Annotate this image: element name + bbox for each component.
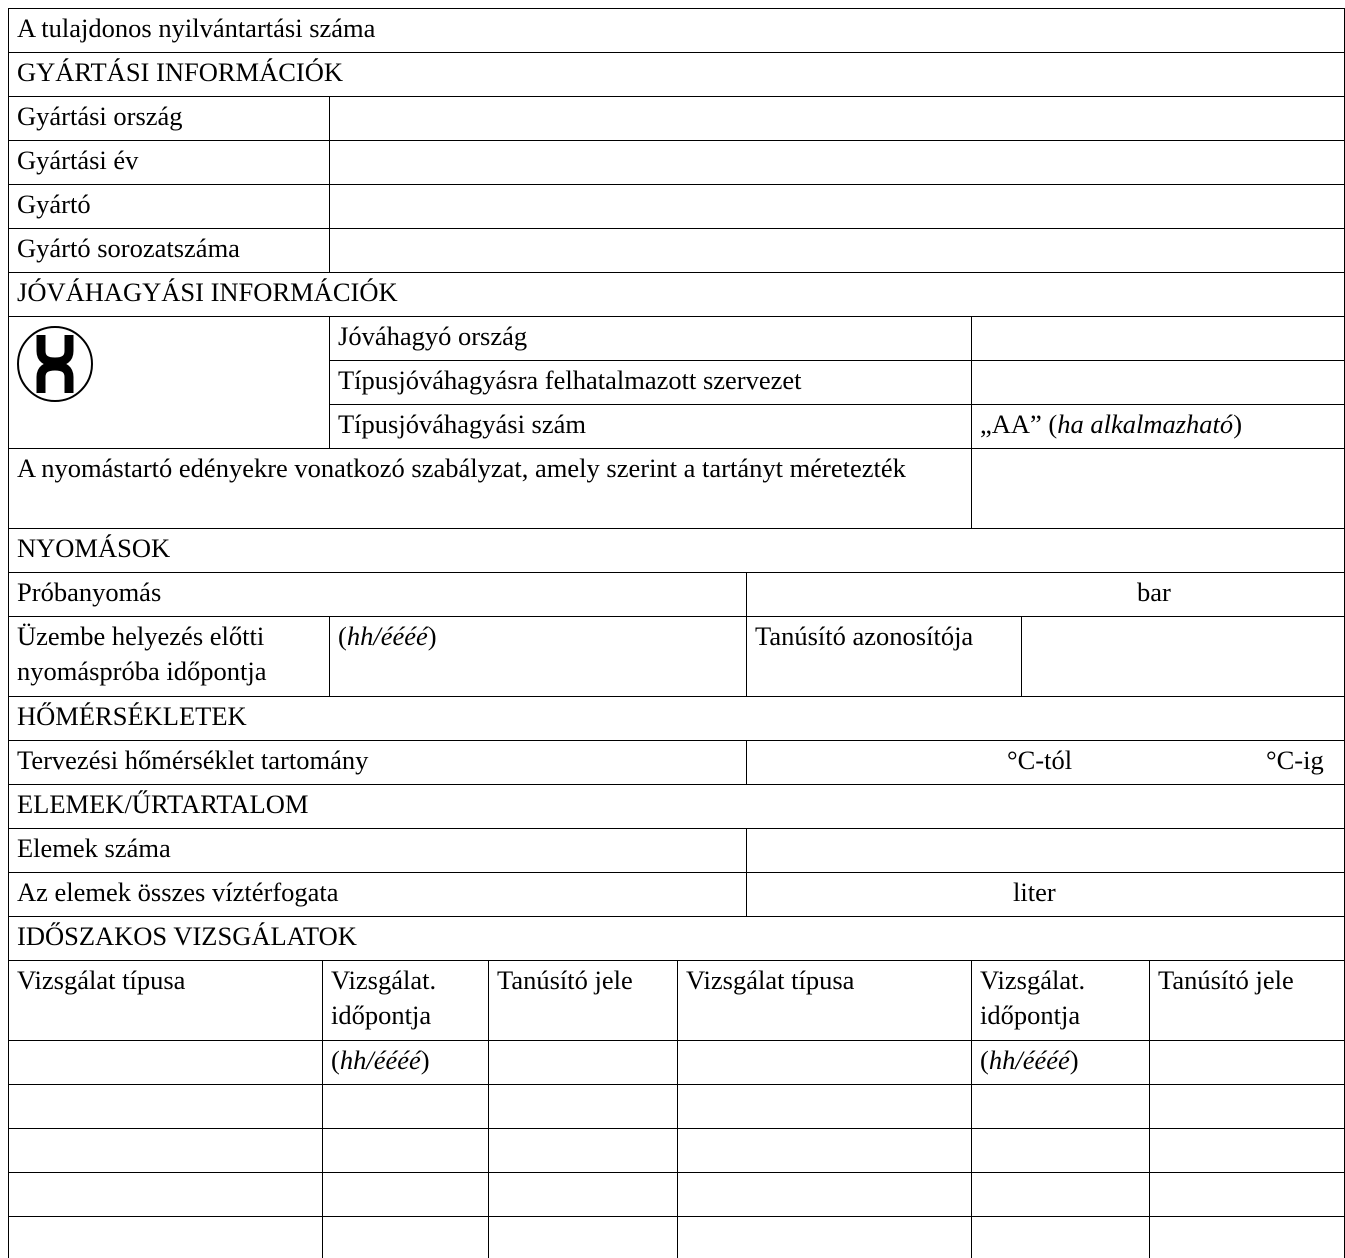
serial-number-field[interactable] bbox=[329, 228, 1345, 272]
table-cell[interactable] bbox=[322, 1084, 488, 1128]
table-cell[interactable] bbox=[488, 1216, 677, 1258]
table-cell[interactable] bbox=[677, 1040, 971, 1084]
table-cell[interactable] bbox=[1149, 1040, 1345, 1084]
manufacturer-field[interactable] bbox=[329, 184, 1345, 228]
table-cell[interactable] bbox=[8, 1040, 322, 1084]
approval-country-label: Jóváhagyó ország bbox=[329, 316, 971, 360]
col-inspector-stamp-2: Tanúsító jele bbox=[1149, 960, 1345, 1040]
manufacturing-section-header: GYÁRTÁSI INFORMÁCIÓK bbox=[8, 52, 1345, 96]
table-cell[interactable] bbox=[488, 1172, 677, 1216]
table-cell[interactable] bbox=[1149, 1216, 1345, 1258]
table-cell[interactable] bbox=[677, 1216, 971, 1258]
table-cell[interactable] bbox=[971, 1216, 1149, 1258]
table-cell[interactable] bbox=[971, 1084, 1149, 1128]
total-volume-label: Az elemek összes víztérfogata bbox=[8, 872, 746, 916]
table-cell[interactable] bbox=[8, 1216, 322, 1258]
pressures-section-header: NYOMÁSOK bbox=[8, 528, 1345, 572]
table-cell[interactable] bbox=[322, 1216, 488, 1258]
inspector-id-label: Tanúsító azonosítója bbox=[746, 616, 1021, 696]
table-cell[interactable] bbox=[488, 1128, 677, 1172]
temp-to-unit: °C-ig bbox=[1266, 745, 1324, 775]
approval-number-field[interactable]: „AA” (ha alkalmazható) bbox=[971, 404, 1345, 448]
manufacturer-label: Gyártó bbox=[8, 184, 329, 228]
temp-from-unit: °C-tól bbox=[1007, 745, 1073, 775]
approval-section-header: JÓVÁHAGYÁSI INFORMÁCIÓK bbox=[8, 272, 1345, 316]
table-cell[interactable] bbox=[488, 1084, 677, 1128]
registration-form bbox=[8, 8, 1345, 1258]
col-inspection-type-1: Vizsgálat típusa bbox=[8, 960, 322, 1040]
table-cell[interactable] bbox=[677, 1172, 971, 1216]
table-cell[interactable] bbox=[488, 1040, 677, 1084]
design-temperature-field[interactable] bbox=[746, 740, 1345, 784]
element-count-field[interactable] bbox=[746, 828, 1345, 872]
table-cell[interactable] bbox=[971, 1172, 1149, 1216]
manufacturing-year-label: Gyártási év bbox=[8, 140, 329, 184]
table-cell[interactable] bbox=[677, 1128, 971, 1172]
design-temperature-label: Tervezési hőmérséklet tartomány bbox=[8, 740, 746, 784]
approval-authority-field[interactable] bbox=[971, 360, 1345, 404]
manufacturing-country-label: Gyártási ország bbox=[8, 96, 329, 140]
approval-country-field[interactable] bbox=[971, 316, 1345, 360]
manufacturing-country-field[interactable] bbox=[329, 96, 1345, 140]
approval-number-label: Típusjóváhagyási szám bbox=[329, 404, 971, 448]
col-inspector-stamp-1: Tanúsító jele bbox=[488, 960, 677, 1040]
liter-unit: liter bbox=[1013, 877, 1056, 907]
manufacturing-year-field[interactable] bbox=[329, 140, 1345, 184]
temperatures-section-header: HŐMÉRSÉKLETEK bbox=[8, 696, 1345, 740]
approval-authority-label: Típusjóváhagyásra felhatalmazott szervezet bbox=[329, 360, 971, 404]
table-cell[interactable] bbox=[1149, 1128, 1345, 1172]
owner-reg-number-label: A tulajdonos nyilvántartási száma bbox=[8, 8, 1345, 52]
bar-unit: bar bbox=[1137, 577, 1171, 607]
table-cell[interactable] bbox=[1149, 1172, 1345, 1216]
un-logo-icon bbox=[16, 325, 94, 403]
test-pressure-field[interactable] bbox=[746, 572, 1345, 616]
col-inspection-date-1: Vizsgálat. időpontja bbox=[322, 960, 488, 1040]
table-cell[interactable] bbox=[8, 1084, 322, 1128]
design-code-field[interactable] bbox=[971, 448, 1345, 528]
total-volume-field[interactable] bbox=[746, 872, 1345, 916]
col-inspection-date-2: Vizsgálat. időpontja bbox=[971, 960, 1149, 1040]
initial-test-date-field[interactable]: (hh/éééé) bbox=[329, 616, 746, 696]
table-cell[interactable] bbox=[1149, 1084, 1345, 1128]
table-cell-date-format[interactable]: (hh/éééé) bbox=[971, 1040, 1149, 1084]
table-cell[interactable] bbox=[677, 1084, 971, 1128]
element-count-label: Elemek száma bbox=[8, 828, 746, 872]
elements-section-header: ELEMEK/ŰRTARTALOM bbox=[8, 784, 1345, 828]
periodic-inspections-section-header: IDŐSZAKOS VIZSGÁLATOK bbox=[8, 916, 1345, 960]
table-cell-date-format[interactable]: (hh/éééé) bbox=[322, 1040, 488, 1084]
table-cell[interactable] bbox=[322, 1128, 488, 1172]
initial-test-date-label: Üzembe helyezés előtti nyomáspróba időpontja bbox=[8, 616, 329, 696]
inspector-id-field[interactable] bbox=[1021, 616, 1345, 696]
table-cell[interactable] bbox=[971, 1128, 1149, 1172]
design-code-label: A nyomástartó edényekre vonatkozó szabályzat, amely szerint a tartányt méretezték bbox=[8, 448, 971, 528]
table-cell[interactable] bbox=[322, 1172, 488, 1216]
table-cell[interactable] bbox=[8, 1128, 322, 1172]
test-pressure-label: Próbanyomás bbox=[8, 572, 746, 616]
col-inspection-type-2: Vizsgálat típusa bbox=[677, 960, 971, 1040]
un-logo-cell bbox=[8, 316, 329, 448]
table-cell[interactable] bbox=[8, 1172, 322, 1216]
serial-number-label: Gyártó sorozatszáma bbox=[8, 228, 329, 272]
